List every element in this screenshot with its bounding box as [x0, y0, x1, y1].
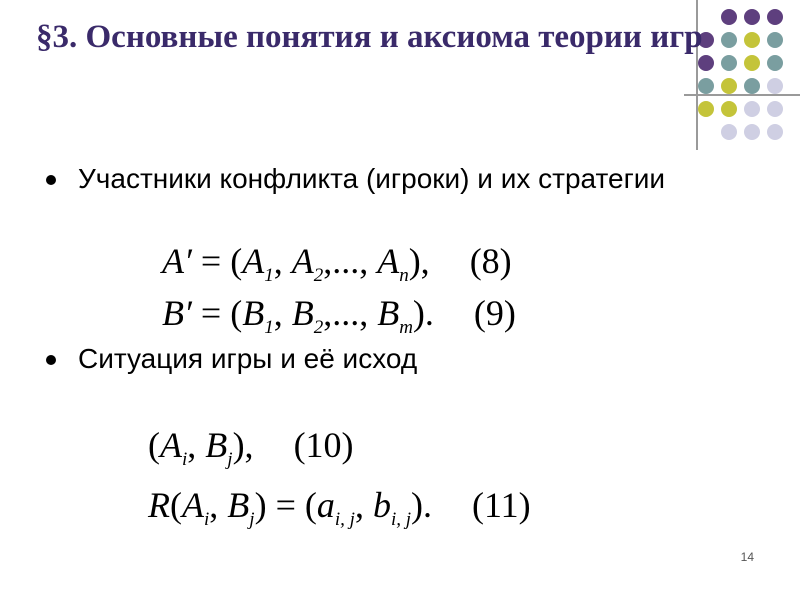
equation-number: (10) [293, 425, 354, 465]
decorative-dot [744, 101, 760, 117]
decorative-dot [744, 124, 760, 140]
bullet-item-situation [46, 340, 666, 378]
equation-number: (9) [473, 293, 516, 333]
bullet-text: Участники конфликта (игроки) и их стратегии [78, 163, 666, 194]
page-number: 14 [740, 550, 754, 564]
bullet-item-players [46, 160, 666, 198]
decorative-dot [767, 101, 783, 117]
equation-8: $A' = (A_1$, $A_2$,..., $A_n$), (8) [162, 241, 512, 286]
decorative-dot [767, 78, 783, 94]
slide-title: §3. Основные понятия и аксиома теории игр [36, 19, 703, 55]
decorative-dot [721, 101, 737, 117]
decorative-horizontal-line [684, 94, 800, 96]
bullet-marker [46, 175, 56, 185]
equation-number: (11) [472, 485, 531, 525]
decorative-dot [698, 78, 714, 94]
bullet-marker [46, 355, 56, 365]
decorative-dot [767, 124, 783, 140]
equation-10: ($A_i$, $B_j$), (10) [148, 425, 354, 470]
decorative-dot [744, 78, 760, 94]
equation-9: $B' = (B_1$, $B_2$,..., $B_m$). (9) [162, 293, 516, 338]
bullet-text: Ситуация игры и её исход [78, 343, 418, 374]
decorative-dot [698, 101, 714, 117]
equation-number: (8) [469, 241, 512, 281]
decorative-dot [721, 78, 737, 94]
decorative-dot [721, 124, 737, 140]
equation-11: $R(A_i$, $B_j) = (a_{i, j}$, $b_{i, j}$). (11) [148, 485, 531, 530]
